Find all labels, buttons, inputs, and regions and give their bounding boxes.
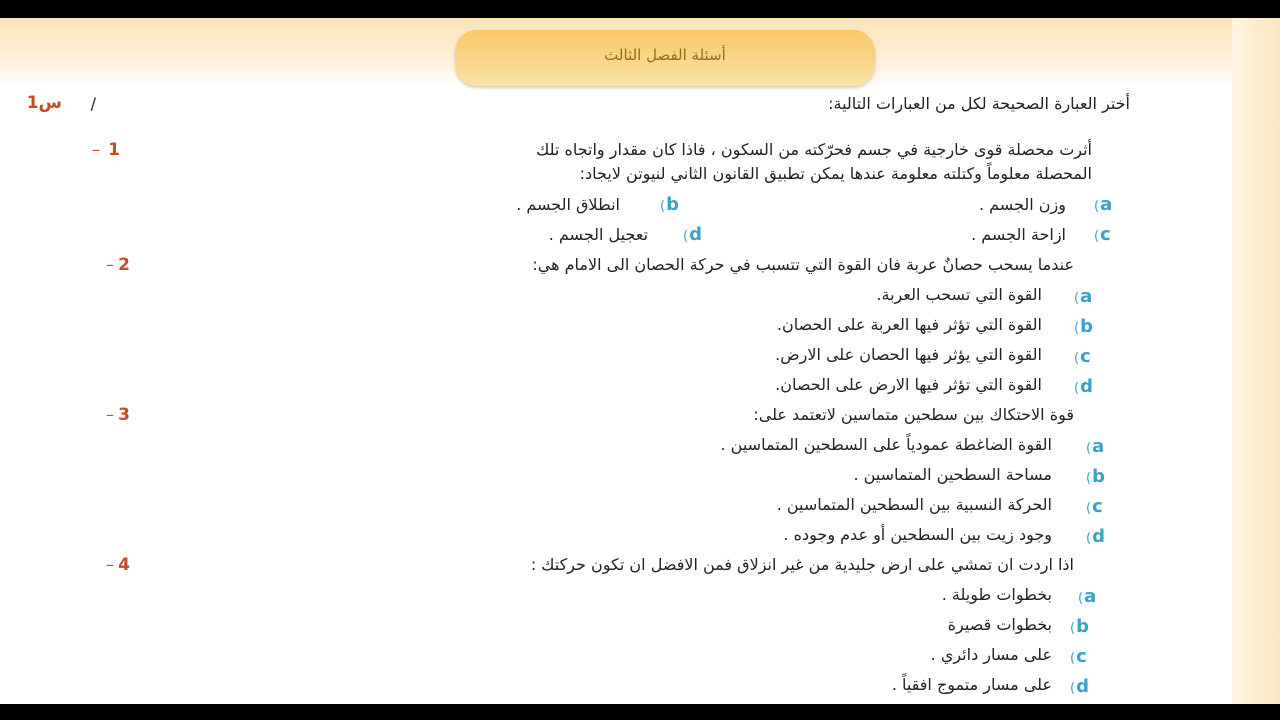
- question-dash: –: [92, 140, 100, 159]
- option-letter: ( c: [1074, 346, 1091, 367]
- option-text[interactable]: وجود زيت بين السطحين أو عدم وجوده .: [783, 525, 1052, 544]
- option-text[interactable]: بخطوات قصيرة: [947, 615, 1052, 634]
- option-letter: ( a: [1094, 194, 1112, 215]
- option-text[interactable]: مساحة السطحين المتماسين .: [853, 465, 1052, 484]
- option-text[interactable]: ازاحة الجسم .: [971, 225, 1066, 244]
- option-text[interactable]: انطلاق الجسم .: [516, 195, 620, 214]
- option-letter: ( a: [1078, 586, 1096, 607]
- option-letter: ( a: [1086, 436, 1104, 457]
- option-letter: ( d: [683, 224, 702, 245]
- option-text[interactable]: الحركة النسبية بين السطحين المتماسين .: [776, 495, 1052, 514]
- option-letter: ( b: [1070, 616, 1089, 637]
- option-text[interactable]: بخطوات طويلة .: [941, 585, 1052, 604]
- textbook-page: [0, 18, 1280, 704]
- option-letter: ( b: [1086, 466, 1105, 487]
- option-letter: ( d: [1074, 376, 1093, 397]
- option-letter: ( c: [1094, 224, 1111, 245]
- question-text: عندما يسحب حصانٌ عربة فان القوة التي تتسبب في حركة الحصان الى الامام هي:: [532, 255, 1074, 274]
- instruction-number: س1: [26, 93, 62, 113]
- option-text[interactable]: القوة التي يؤثر فيها الحصان على الارض.: [775, 345, 1042, 364]
- option-text[interactable]: القوة التي تؤثر فيها الارض على الحصان.: [775, 375, 1042, 394]
- option-letter: ( c: [1070, 646, 1087, 667]
- option-letter: ( c: [1086, 496, 1103, 517]
- instruction-text: أختر العبارة الصحيحة لكل من العبارات التالية:: [828, 94, 1130, 113]
- option-text[interactable]: على مسار متموج افقياً .: [891, 675, 1052, 694]
- option-letter: ( b: [660, 194, 679, 215]
- option-letter: ( a: [1074, 286, 1092, 307]
- option-text[interactable]: القوة التي تسحب العربة.: [876, 285, 1042, 304]
- question-text: اذا اردت ان تمشي على ارض جليدية من غير انزلاق فمن الافضل ان تكون حركتك :: [530, 555, 1074, 574]
- question-number: 2: [118, 255, 130, 275]
- question-text: أثرت محصلة قوى خارجية في جسم فحرّكته من السكون ، فاذا كان مقدار واتجاه تلك: [536, 140, 1092, 159]
- option-letter: ( d: [1070, 676, 1089, 697]
- question-dash: –: [106, 405, 114, 424]
- option-text[interactable]: القوة الضاغطة عمودياً على السطحين المتماسين .: [720, 435, 1052, 454]
- question-dash: –: [106, 555, 114, 574]
- chapter-questions-tab: [455, 30, 875, 86]
- option-text[interactable]: القوة التي تؤثر فيها العربة على الحصان.: [776, 315, 1042, 334]
- question-number: 4: [118, 555, 130, 575]
- question-text: المحصلة معلوماً وكتلته معلومة عندها يمكن تطبيق القانون الثاني لنيوتن لايجاد:: [579, 164, 1092, 183]
- page-title: أسئلة الفصل الثالث: [604, 46, 726, 64]
- option-text[interactable]: على مسار دائري .: [930, 645, 1052, 664]
- question-text: قوة الاحتكاك بين سطحين متماسين لاتعتمد على:: [753, 405, 1074, 424]
- option-text[interactable]: وزن الجسم .: [978, 195, 1066, 214]
- question-number: 1: [108, 140, 120, 160]
- question-dash: –: [106, 255, 114, 274]
- option-letter: ( d: [1086, 526, 1105, 547]
- instruction-slash: /: [90, 94, 96, 113]
- option-text[interactable]: تعجيل الجسم .: [548, 225, 648, 244]
- option-letter: ( b: [1074, 316, 1093, 337]
- page-edge-strip: [1232, 18, 1280, 704]
- question-number: 3: [118, 405, 130, 425]
